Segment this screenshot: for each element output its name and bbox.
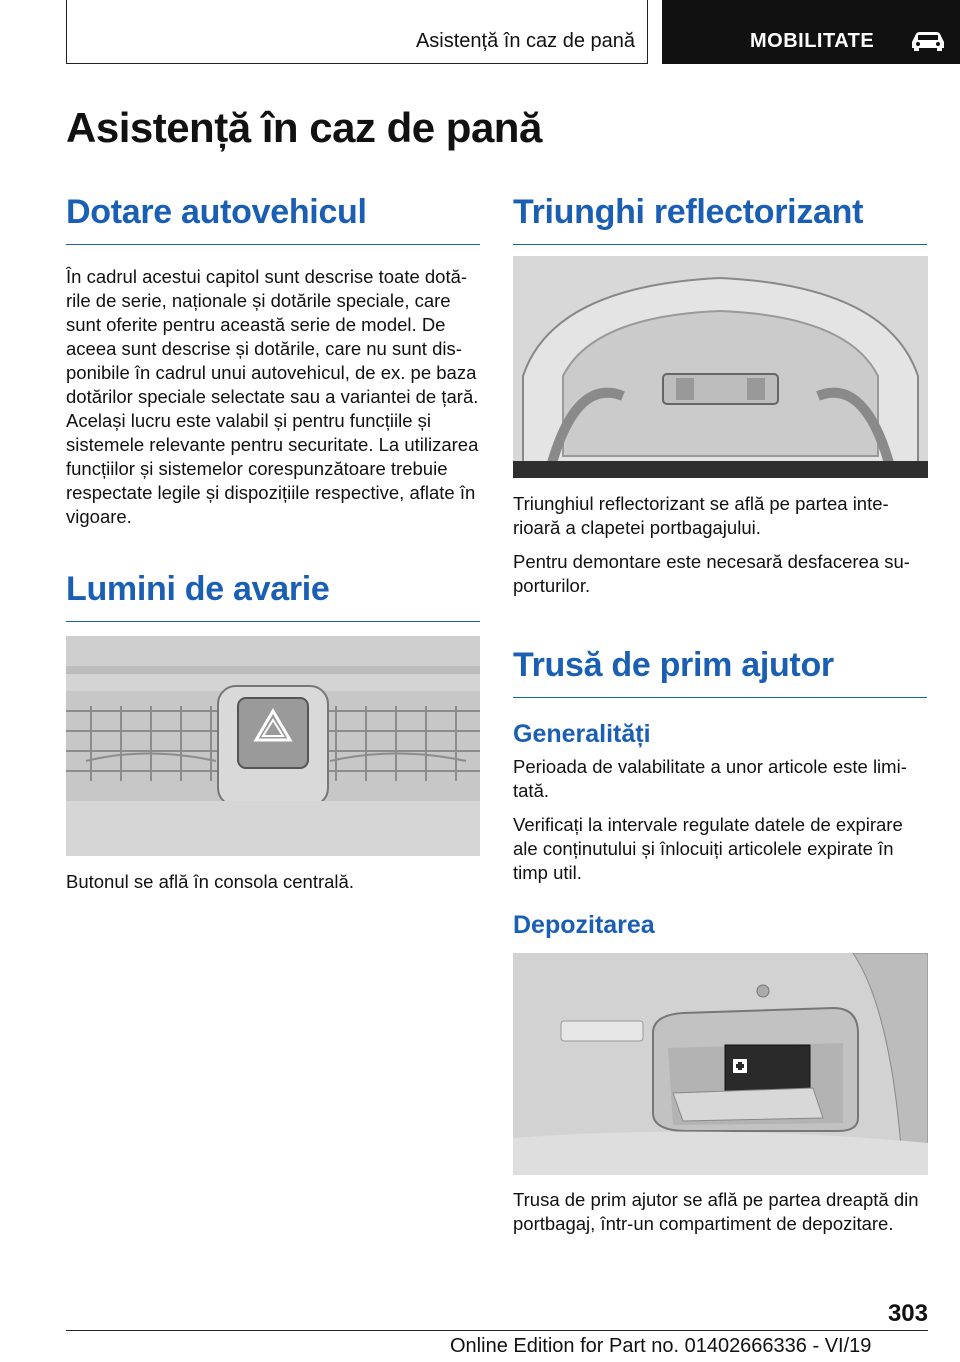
running-header-chapter [662, 0, 960, 64]
heading-hazard: Lumini de avarie [66, 570, 480, 622]
figure-reflective-triangle [513, 256, 928, 478]
trunk-lid-illustration [513, 256, 928, 478]
figure-first-aid-storage [513, 953, 928, 1175]
section-equipment [66, 193, 480, 529]
hazard-caption: Butonul se află în consola centrală. [66, 871, 354, 892]
section-first-aid [513, 646, 927, 940]
storage-text-block [513, 1188, 927, 1236]
page-title: Asistență în caz de pană [66, 104, 542, 151]
car-icon [908, 28, 948, 52]
section-title: Asistență în caz de pană [415, 30, 635, 52]
hazard-caption-block [66, 870, 480, 894]
section-hazard [66, 570, 480, 622]
hazard-button-illustration [66, 636, 480, 856]
equipment-text: În cadrul acestui capitol sunt descrise toate dotările de serie, naționale și dotările speciale, care sunt oferite pentru această serie de model. De aceea sunt descrise și dotările, care nu sunt disponibile în cadrul unui autovehicul, de ex. pe baza dotărilor speciale selectate sau a variantei de țară. Același lucru este valabil și pentru funcțiile și sistemele relevante pentru securitate. La utilizarea funcțiilor și sistemelor corespunzătoare trebuie respectate legile și dispozițiile respective, aflate în vigoare. [66, 266, 479, 527]
chapter-title: MOBILITATE [750, 30, 875, 52]
edition-info: Online Edition for Part no. 01402666336 - VI/19 [450, 1335, 872, 1357]
figure-hazard-button [66, 636, 480, 856]
page-number: 303 [887, 1300, 928, 1327]
heading-first-aid: Trusă de prim ajutor [513, 646, 927, 698]
heading-general: Generalități [513, 720, 651, 748]
triangle-text-block [513, 492, 927, 598]
storage-text: Trusa de prim ajutor se află pe partea dreaptă din portbagaj, într-un compartiment de depozitare. [513, 1189, 919, 1234]
heading-equipment: Dotare autovehicul [66, 193, 480, 245]
triangle-text-1: Triunghiul reflectorizant se află pe partea interioară a clapetei portbagajului. [513, 493, 889, 538]
heading-triangle: Triunghi reflectorizant [513, 193, 927, 245]
trunk-compartment-illustration [513, 953, 928, 1175]
general-text-1: Perioada de valabilitate a unor articole este limitată. [513, 756, 907, 801]
heading-storage: Depozitarea [513, 911, 655, 939]
running-header-section [66, 0, 648, 64]
footer-divider [66, 1330, 928, 1331]
section-triangle [513, 193, 927, 245]
triangle-text-2: Pentru demontare este necesară desfacerea suporturilor. [513, 551, 910, 596]
general-text-2: Verificați la intervale regulate datele de expirare ale conținutului și înlocuiți articolele expirate în timp util. [513, 814, 903, 883]
